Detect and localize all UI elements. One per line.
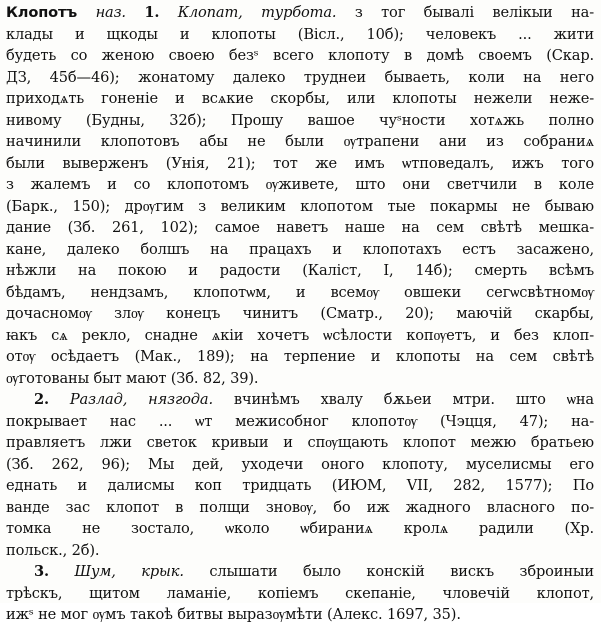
text-line: нивому (Будны, 32б); Прошу вашое чуˢности хотѧжь полно (6, 111, 594, 129)
sense-2-first-line (6, 389, 594, 411)
sense-number-2: 2. (34, 391, 49, 408)
text-line: нѣжли на покою и радости (Каліст, І, 14б); смерть всѣмъ (6, 262, 594, 279)
sense-2-text-line: вчинѣмъ хвалу бѫьеи мтри. што ѡна (233, 391, 594, 408)
sense-number-1: 1. (144, 4, 160, 21)
headword: Клопотъ (6, 4, 78, 21)
text-line: ДЗ, 45б—46); жонатому далеко труднеи бываеть, коли на него (6, 68, 594, 86)
sense-3-text-line: слышати было конскій вискъ зброиныи (209, 563, 594, 580)
text-line: бѣдамъ, нендзамъ, клопотѡм, и всемѹ овшеки сегѡсвѣтномѹ (6, 283, 594, 301)
text-line: начинили клопотовъ абы не были ѹтрапени ани из собраниѧ (6, 133, 594, 150)
text-line: (Зб. 262, 96); Мы дей, уходечи оного клопоту, муселисмы его (6, 455, 594, 473)
sense-3-first-line (6, 561, 594, 583)
text-line: покрывает нас ... ѡт межисобног клопотѹ (Чэцця, 47); на- (6, 412, 594, 430)
sense-number-3: 3. (34, 563, 49, 580)
sense-1-text-line: з тог бывалі велікыи на- (354, 4, 594, 21)
text-line: ѹготованы быт мают (Зб. 82, 39). (6, 369, 259, 387)
text-line: ижˢ не мог ѹмъ такоѣ битвы выразѹмѣти (Алекс. 1697, 35). (6, 606, 461, 623)
sense-gloss-2: Разлад, нязгода. (69, 391, 213, 408)
sense-gloss-1: Клопат, турбота. (177, 4, 337, 21)
text-line: будеть со женою своею безˢ всего клопоту в домѣ своемъ (Скар. (6, 47, 594, 64)
text-line: ванде зас клопот в полщи зновѹ, бо иж жадного власного по- (6, 498, 594, 516)
text-line: (Барк., 150); дрѹгим з великим клопотом тые покармы не бываю (6, 197, 594, 215)
text-line: дочасномѹ злѹ конецъ чинитъ (Сматр., 20); маючій скарбы, (6, 305, 594, 322)
text-line: еднать и далисмы коп тридцать (ИЮМ, VII, 282, 1577); По (6, 477, 594, 494)
grammar-label: наз. (95, 4, 126, 21)
text-line: были выверженъ (Унія, 21); тот же имъ ѡтповедалъ, ижъ того (6, 154, 594, 172)
text-line: отѹ осѣдаетъ (Мак., 189); на терпение и клопоты на сем свѣтѣ (6, 348, 594, 365)
text-line: польск., 2б). (6, 541, 100, 559)
entry-line-1 (6, 2, 594, 24)
text-line: з жалемъ и со клопотомъ ѹживете, што они светчили в коле (6, 176, 594, 193)
text-line: приходѧть гоненіе и всѧкие скорбы, или клопоты нежели неже- (6, 90, 594, 107)
text-line: дание (Зб. 261, 102); самое наветъ наше на сем свѣтѣ мешка- (6, 219, 594, 236)
sense-gloss-3: Шум, крык. (74, 563, 184, 580)
text-line: трѣскъ, щитом ламаніе, копіемъ скепаніе, чловечій клопот, (6, 584, 594, 602)
text-line: клады и щкоды и клопоты (Вісл., 10б); человекъ ... жити (6, 25, 594, 43)
text-line: кане, далеко болшъ на працахъ и клопотахъ естъ засажено, (6, 240, 594, 258)
text-line: ꙗкъ сѧ рекло, снадне ѧкіи хочетъ ѡсѣлости копѹетъ, и без клоп- (6, 326, 594, 344)
text-line: правляетъ лжи светок кривыи и спѹщають клопот межю братьею (6, 434, 594, 451)
text-line: томка не зостало, ѡколо ѡбираниѧ кролѧ радили (Хр. (6, 520, 594, 537)
